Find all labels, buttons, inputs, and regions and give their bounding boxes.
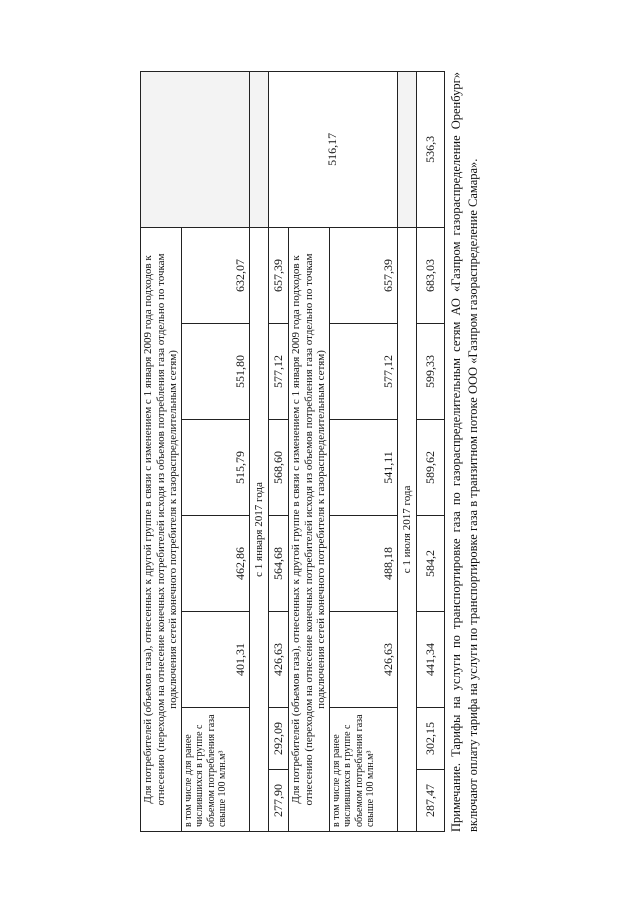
section-header-jan-2017: с 1 января 2017 года xyxy=(249,227,268,831)
table-cell: 292,09 xyxy=(268,708,288,770)
footnote: Примечание. Тарифы на услуги по транспортировке газа по газораспределительным сетям АО «Газпром газораспределение Оренбург» включают оплату тарифа на услуги по транспортировке газа в транзитном потоке ООО «Газпром газораспределение Самара». xyxy=(449,72,480,832)
table-cell: 589,62 xyxy=(416,420,444,516)
table-cell: 599,33 xyxy=(416,324,444,420)
table-cell: 516,17 xyxy=(268,71,397,227)
empty-cell xyxy=(249,71,268,227)
table-cell: 426,63 xyxy=(329,612,397,708)
table-cell: 683,03 xyxy=(416,227,444,323)
empty-cell xyxy=(397,71,416,227)
tariff-table xyxy=(140,71,445,832)
table-cell: 401,31 xyxy=(181,612,249,708)
table-cell: 577,12 xyxy=(268,324,288,420)
table-cell: 568,60 xyxy=(268,420,288,516)
table-cell: 277,90 xyxy=(268,770,288,832)
table-cell: 287,47 xyxy=(416,770,444,832)
table-cell: 551,80 xyxy=(181,324,249,420)
table-cell: 577,12 xyxy=(329,324,397,420)
group1-header: Для потребителей (объемов газа), отнесенных к другой группе в связи с изменением с 1 января 2009 года подходов к отнесению (переходом на отнесение конечных потребителей исходя из объемов потребления газа отдельно по точкам подключения сетей конечного потребителя к газораспределительным сетям) xyxy=(141,227,182,831)
table-cell: 441,34 xyxy=(416,612,444,708)
table-cell: 584,2 xyxy=(416,516,444,612)
table-cell: 462,86 xyxy=(181,516,249,612)
table-cell: 632,07 xyxy=(181,227,249,323)
table-cell: 657,39 xyxy=(329,227,397,323)
table-cell: 426,63 xyxy=(268,612,288,708)
group2-subhead: в том числе для ранее числившихся в группе с объемом потребления газа свыше 100 млн.м³ xyxy=(329,708,397,832)
table-cell: 302,15 xyxy=(416,708,444,770)
table-cell: 536,3 xyxy=(416,71,444,227)
table-cell: 564,68 xyxy=(268,516,288,612)
section-header-jul-2017: с 1 июля 2017 года xyxy=(397,227,416,831)
table-cell: 488,18 xyxy=(329,516,397,612)
table-cell: 657,39 xyxy=(268,227,288,323)
table-cell: 515,79 xyxy=(181,420,249,516)
table-cell: 541,11 xyxy=(329,420,397,516)
empty-cell xyxy=(141,71,250,227)
group2-header: Для потребителей (объемов газа), отнесенных к другой группе в связи с изменением с 1 января 2009 года подходов к отнесению (переходом на отнесение конечных потребителей исходя из объемов потребления газа отдельно по точкам подключения сетей конечного потребителя к газораспределительным сетям) xyxy=(288,227,329,831)
group1-subhead: в том числе для ранее числившихся в группе с объемом потребления газа свыше 100 млн.м³ xyxy=(181,708,249,832)
rotated-page xyxy=(140,72,500,832)
